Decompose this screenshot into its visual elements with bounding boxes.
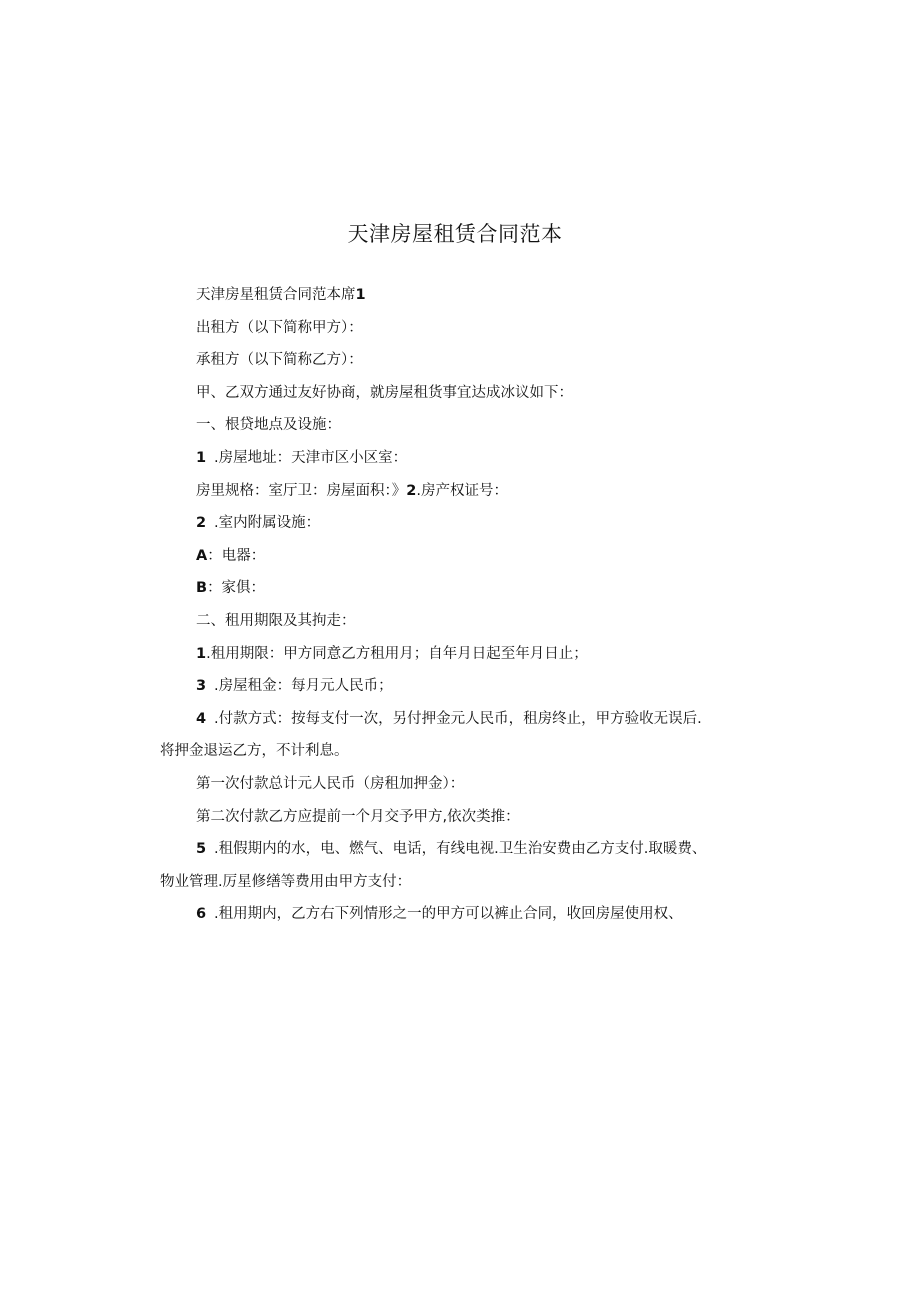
numbered-item — [160, 710, 760, 728]
item-letter: A — [196, 547, 208, 564]
item-number: 5 — [196, 841, 207, 858]
line-text: 第二次付款乙方应提前一个月交予甲方,依次类推： — [196, 808, 520, 825]
continuation-line — [160, 742, 760, 760]
line-text: .租假期内的水，电、燃气、电话，有线电视.卫生治安费由乙方支付.取暖费、 — [214, 841, 707, 858]
paragraph-line — [160, 775, 760, 793]
line-text: 一、根贷地点及设施： — [196, 417, 341, 434]
item-number: 1 — [196, 645, 207, 662]
line-text: 将押金退运乙方，不计利息。 — [160, 743, 349, 760]
item-number: 6 — [196, 906, 207, 923]
item-number: 3 — [196, 678, 207, 695]
item-number: 4 — [196, 710, 207, 727]
item-letter: B — [196, 580, 208, 597]
line-text-tail: .房产权证号： — [416, 482, 508, 499]
line-text: ：家俱： — [207, 580, 266, 597]
line-text: 第一次付款总计元人民币（房租加押金）： — [196, 775, 465, 792]
line-text: 甲、乙双方通过友好协商，就房屋租货事宜达成冰议如下： — [196, 384, 573, 401]
paragraph-line — [160, 482, 760, 500]
numbered-item — [160, 905, 760, 923]
item-number: 1 — [196, 449, 207, 466]
line-number: 2 — [406, 482, 417, 499]
line-text: .租用期内，乙方右下列情形之一的甲方可以裤止合同，收回房屋使用权、 — [214, 906, 683, 923]
sub-item — [160, 547, 760, 565]
paragraph-line — [160, 808, 760, 826]
line-text: .付款方式：按每支付一次，另付押金元人民币，租房终止，甲方验收无误后. — [214, 710, 702, 727]
line-text: .室内附属设施： — [214, 515, 321, 532]
numbered-item — [160, 677, 760, 695]
document-title: 天津房屋租赁合同范本 — [347, 222, 563, 246]
line-text: 二、租用期限及其拘走： — [196, 612, 356, 629]
numbered-item — [160, 645, 760, 663]
numbered-item — [160, 514, 760, 532]
section-heading — [160, 612, 760, 630]
line-text: .房屋租金：每月元人民币； — [214, 678, 393, 695]
numbered-item — [160, 449, 760, 467]
paragraph-line — [160, 319, 760, 337]
line-text: .房屋地址：天津市区小区室： — [214, 449, 408, 466]
paragraph-line — [160, 351, 760, 369]
line-text: 出租方（以下简称甲方）： — [196, 319, 363, 336]
line-text: 天津房星租赁合同范本席 — [196, 287, 356, 303]
line-text: 物业管理.厉星修缮等费用由甲方支付： — [160, 873, 412, 890]
line-text: ：电器： — [207, 547, 266, 564]
paragraph-line — [160, 286, 760, 304]
line-text: 房里规格：室厅卫：房屋面积：》 — [196, 482, 407, 499]
line-text: 承租方（以下简称乙方）： — [196, 352, 363, 369]
line-number: 1 — [355, 287, 366, 303]
continuation-line — [160, 873, 760, 891]
line-text: .租用期限：甲方同意乙方租用月；自年月日起至年月日止； — [206, 645, 588, 662]
numbered-item — [160, 840, 760, 858]
sub-item — [160, 579, 760, 597]
section-heading — [160, 416, 760, 434]
document-body — [160, 286, 760, 938]
paragraph-line — [160, 384, 760, 402]
item-number: 2 — [196, 515, 207, 532]
